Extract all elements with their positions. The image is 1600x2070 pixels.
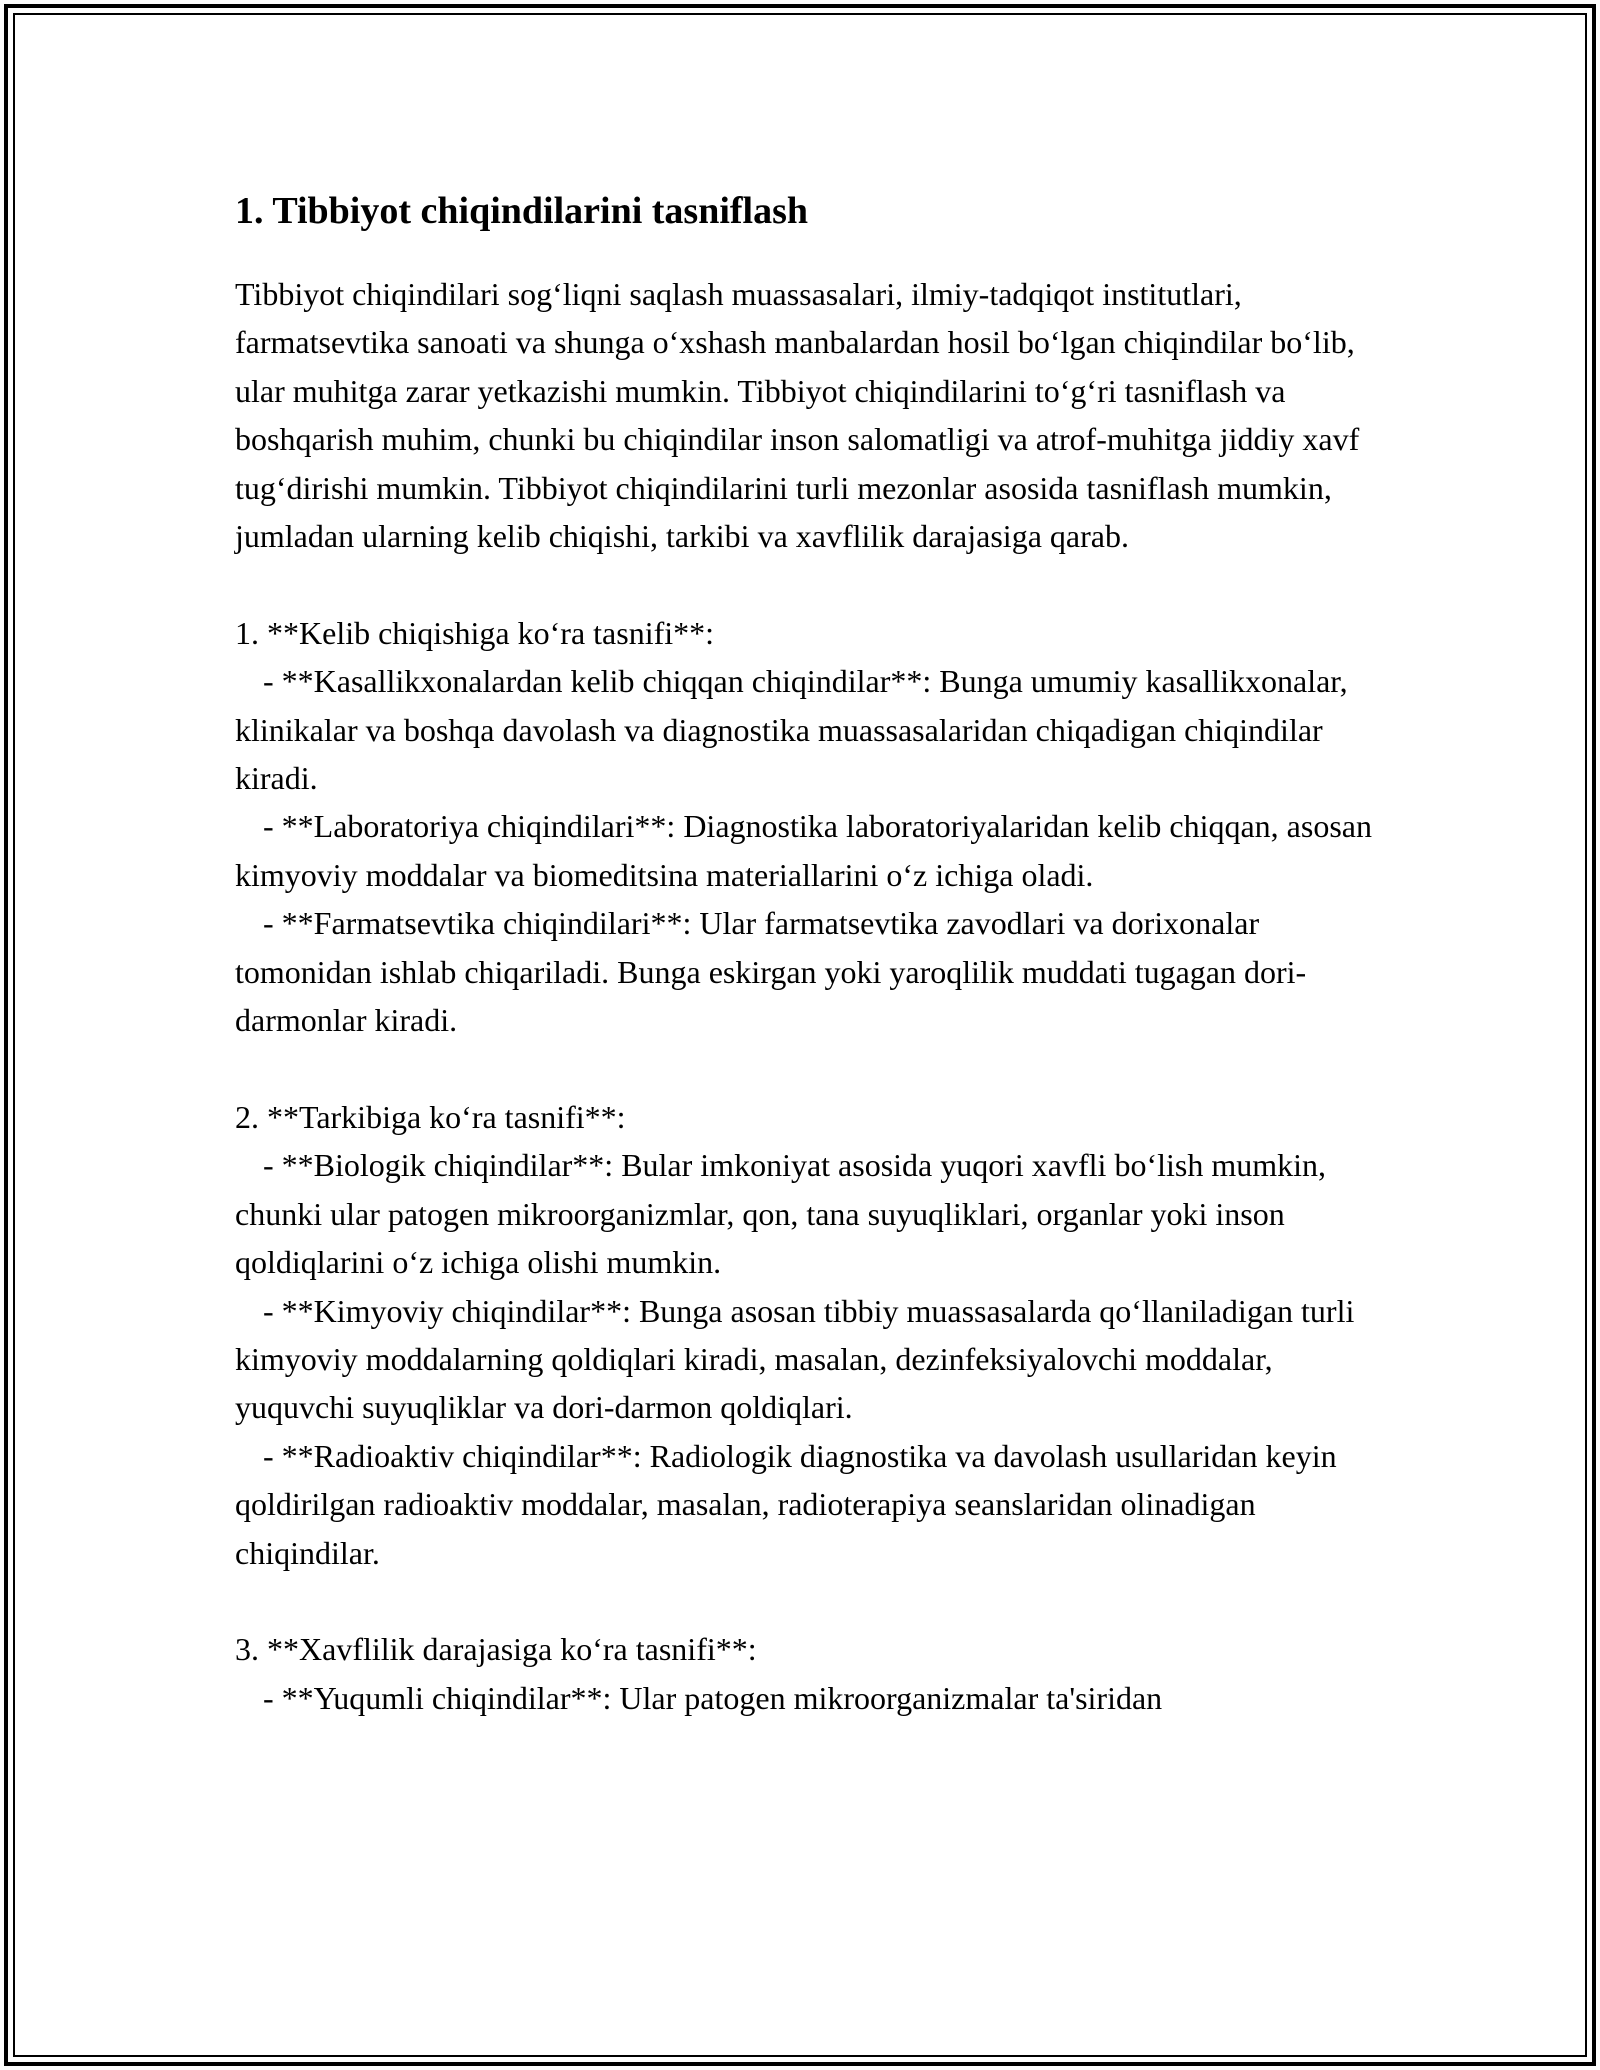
section-title: 3. **Xavflilik darajasiga ko‘ra tasnifi**:	[235, 1631, 757, 1668]
section-title: 1. **Kelib chiqishiga ko‘ra tasnifi**:	[235, 614, 715, 651]
list-item	[235, 899, 1375, 1044]
intro-paragraph: Tibbiyot chiqindilari sog‘liqni saqlash muassasalari, ilmiy-tadqiqot institutlari, farmatsevtika sanoati va shunga o‘xshash manbalardan hosil bo‘lgan chiqindilar bo‘lib, ular muhitga zarar yetkazishi mumkin. Tibbiyot chiqindilarini to‘g‘ri tasniflash va boshqarish muhim, chunki bu chiqindilar inson salomatligi va atrof-muhitga jiddiy xavf tug‘dirishi mumkin. Tibbiyot chiqindilarini turli mezonlar asosida tasniflash mumkin, jumladan ularning kelib chiqishi, tarkibi va xavflilik darajasiga qarab.	[235, 276, 1360, 555]
section-title: 2. **Tarkibiga ko‘ra tasnifi**:	[235, 1098, 626, 1135]
paragraph-gap	[235, 560, 1375, 608]
list-item	[235, 657, 1375, 802]
list-item-text: - **Biologik chiqindilar**: Bular imkoniyat asosida yuqori xavfli bo‘lish mumkin, chunki ular patogen mikroorganizmlar, qon, tana suyuqliklari, organlar yoki inson qoldiqlarini o‘z ichiga olishi mumkin.	[235, 1147, 1326, 1281]
list-item-text: - **Kasallikxonalardan kelib chiqqan chiqindilar**: Bunga umumiy kasallikxonalar, klinikalar va boshqa davolash va diagnostika muassasalaridan chiqadigan chiqindilar kiradi.	[235, 663, 1348, 797]
list-item	[235, 1141, 1375, 1286]
list-item-text: - **Yuqumli chiqindilar**: Ular patogen mikroorganizmalar ta'siridan	[263, 1679, 1163, 1716]
paragraph-gap	[235, 1577, 1375, 1625]
list-item-text: - **Kimyoviy chiqindilar**: Bunga asosan tibbiy muassasalarda qo‘llaniladigan turli kimyoviy moddalarning qoldiqlari kiradi, masalan, dezinfeksiyalovchi moddalar, yuquvchi suyuqliklar va dori-darmon qoldiqlari.	[235, 1292, 1355, 1426]
paragraph-gap	[235, 1044, 1375, 1092]
classification-section-hazard	[235, 1625, 1375, 1722]
list-item	[235, 1674, 1375, 1722]
list-item	[235, 802, 1375, 899]
classification-section-origin	[235, 609, 1375, 1045]
list-item	[235, 1432, 1375, 1577]
list-item-text: - **Farmatsevtika chiqindilari**: Ular farmatsevtika zavodlari va dorixonalar tomonidan ishlab chiqariladi. Bunga eskirgan yoki yaroqlilik muddati tugagan dori-darmonlar kiradi.	[235, 905, 1307, 1039]
classification-section-composition	[235, 1093, 1375, 1577]
list-item-text: - **Radioaktiv chiqindilar**: Radiologik diagnostika va davolash usullaridan keyin qoldirilgan radioaktiv moddalar, masalan, radioterapiya seanslaridan olinadigan chiqindilar.	[235, 1437, 1337, 1571]
document-body	[235, 186, 1375, 1722]
section-heading: 1. Tibbiyot chiqindilarini tasniflash	[235, 190, 809, 232]
list-item	[235, 1287, 1375, 1432]
list-item-text: - **Laboratoriya chiqindilari**: Diagnostika laboratoriyalaridan kelib chiqqan, asosan kimyoviy moddalar va biomeditsina materiallarini o‘z ichiga oladi.	[235, 808, 1372, 893]
